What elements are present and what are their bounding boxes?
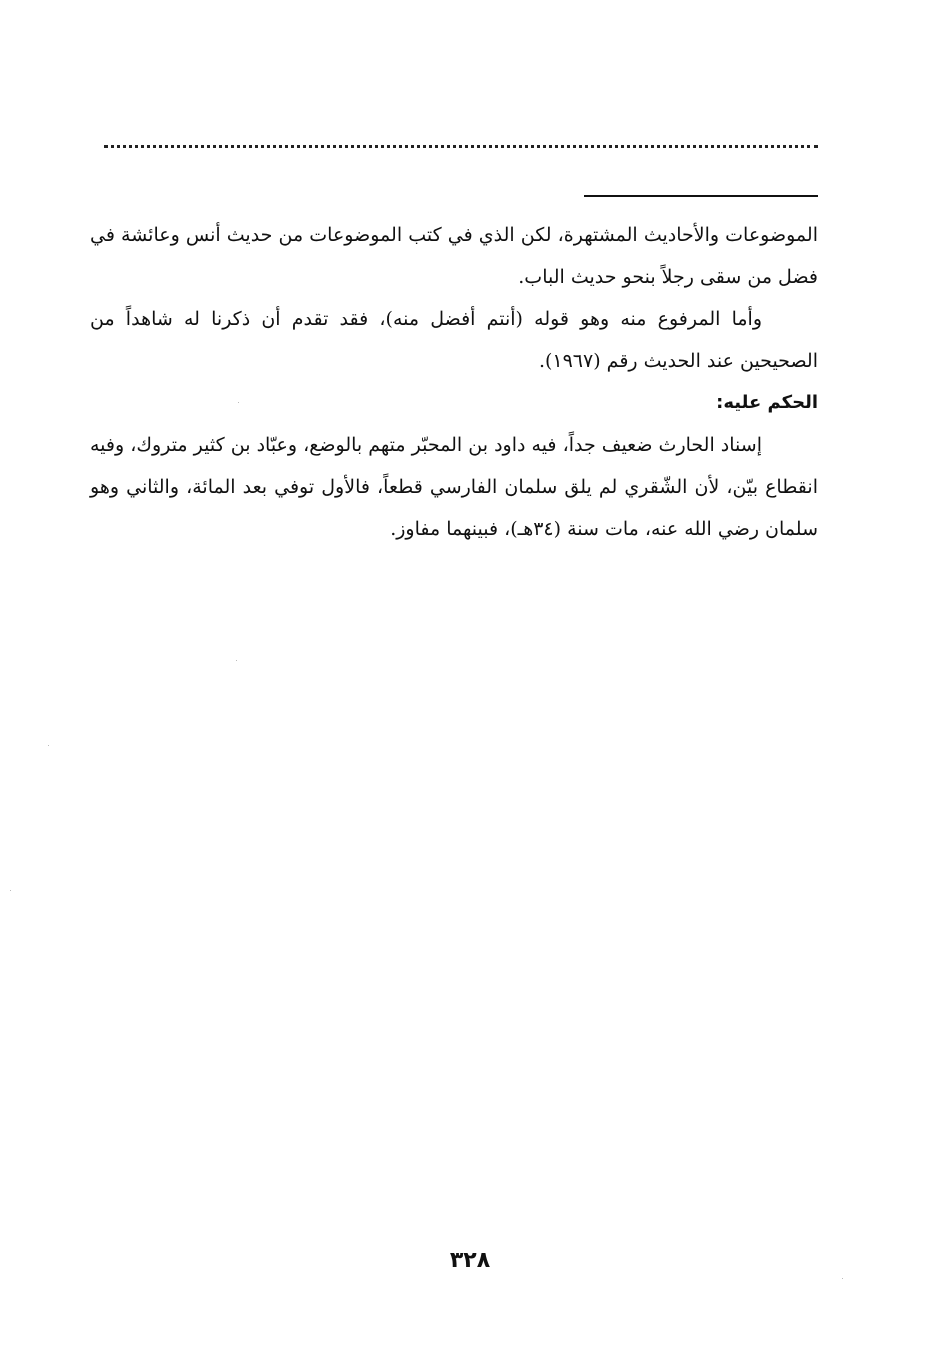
- scan-speck: [238, 402, 239, 403]
- paragraph-isnad: إسناد الحارث ضعيف جداً، فيه داود بن المحبّر متهم بالوضع، وعبّاد بن كثير متروك، وفيه انقطاع بيّن، لأن الشّقري لم يلق سلمان الفارسي قطعاً، فالأول توفي بعد المائة، والثاني وهو سلمان رضي الله عنه، مات سنة (٣٤هـ)، فبينهما مفاوز.: [90, 434, 818, 540]
- scan-speck: [48, 745, 49, 746]
- scan-speck: [236, 660, 237, 661]
- section-heading-hukm: الحكم عليه:: [716, 392, 818, 413]
- paragraph-marfu: وأما المرفوع منه وهو قوله (أنتم أفضل منه)، فقد تقدم أن ذكرنا له شاهداً من الصحيحين عند الحديث رقم (١٩٦٧).: [90, 308, 818, 372]
- footnote-rule: [584, 195, 818, 197]
- paragraph-continuation: الموضوعات والأحاديث المشتهرة، لكن الذي في كتب الموضوعات من حديث أنس وعائشة في فضل من سقى رجلاً بنحو حديث الباب.: [90, 224, 818, 288]
- page-number: ٣٢٨: [449, 1248, 491, 1273]
- scan-speck: [10, 890, 11, 891]
- main-text: [90, 214, 818, 550]
- scan-speck: [842, 1278, 843, 1279]
- dotted-separator: [104, 145, 818, 148]
